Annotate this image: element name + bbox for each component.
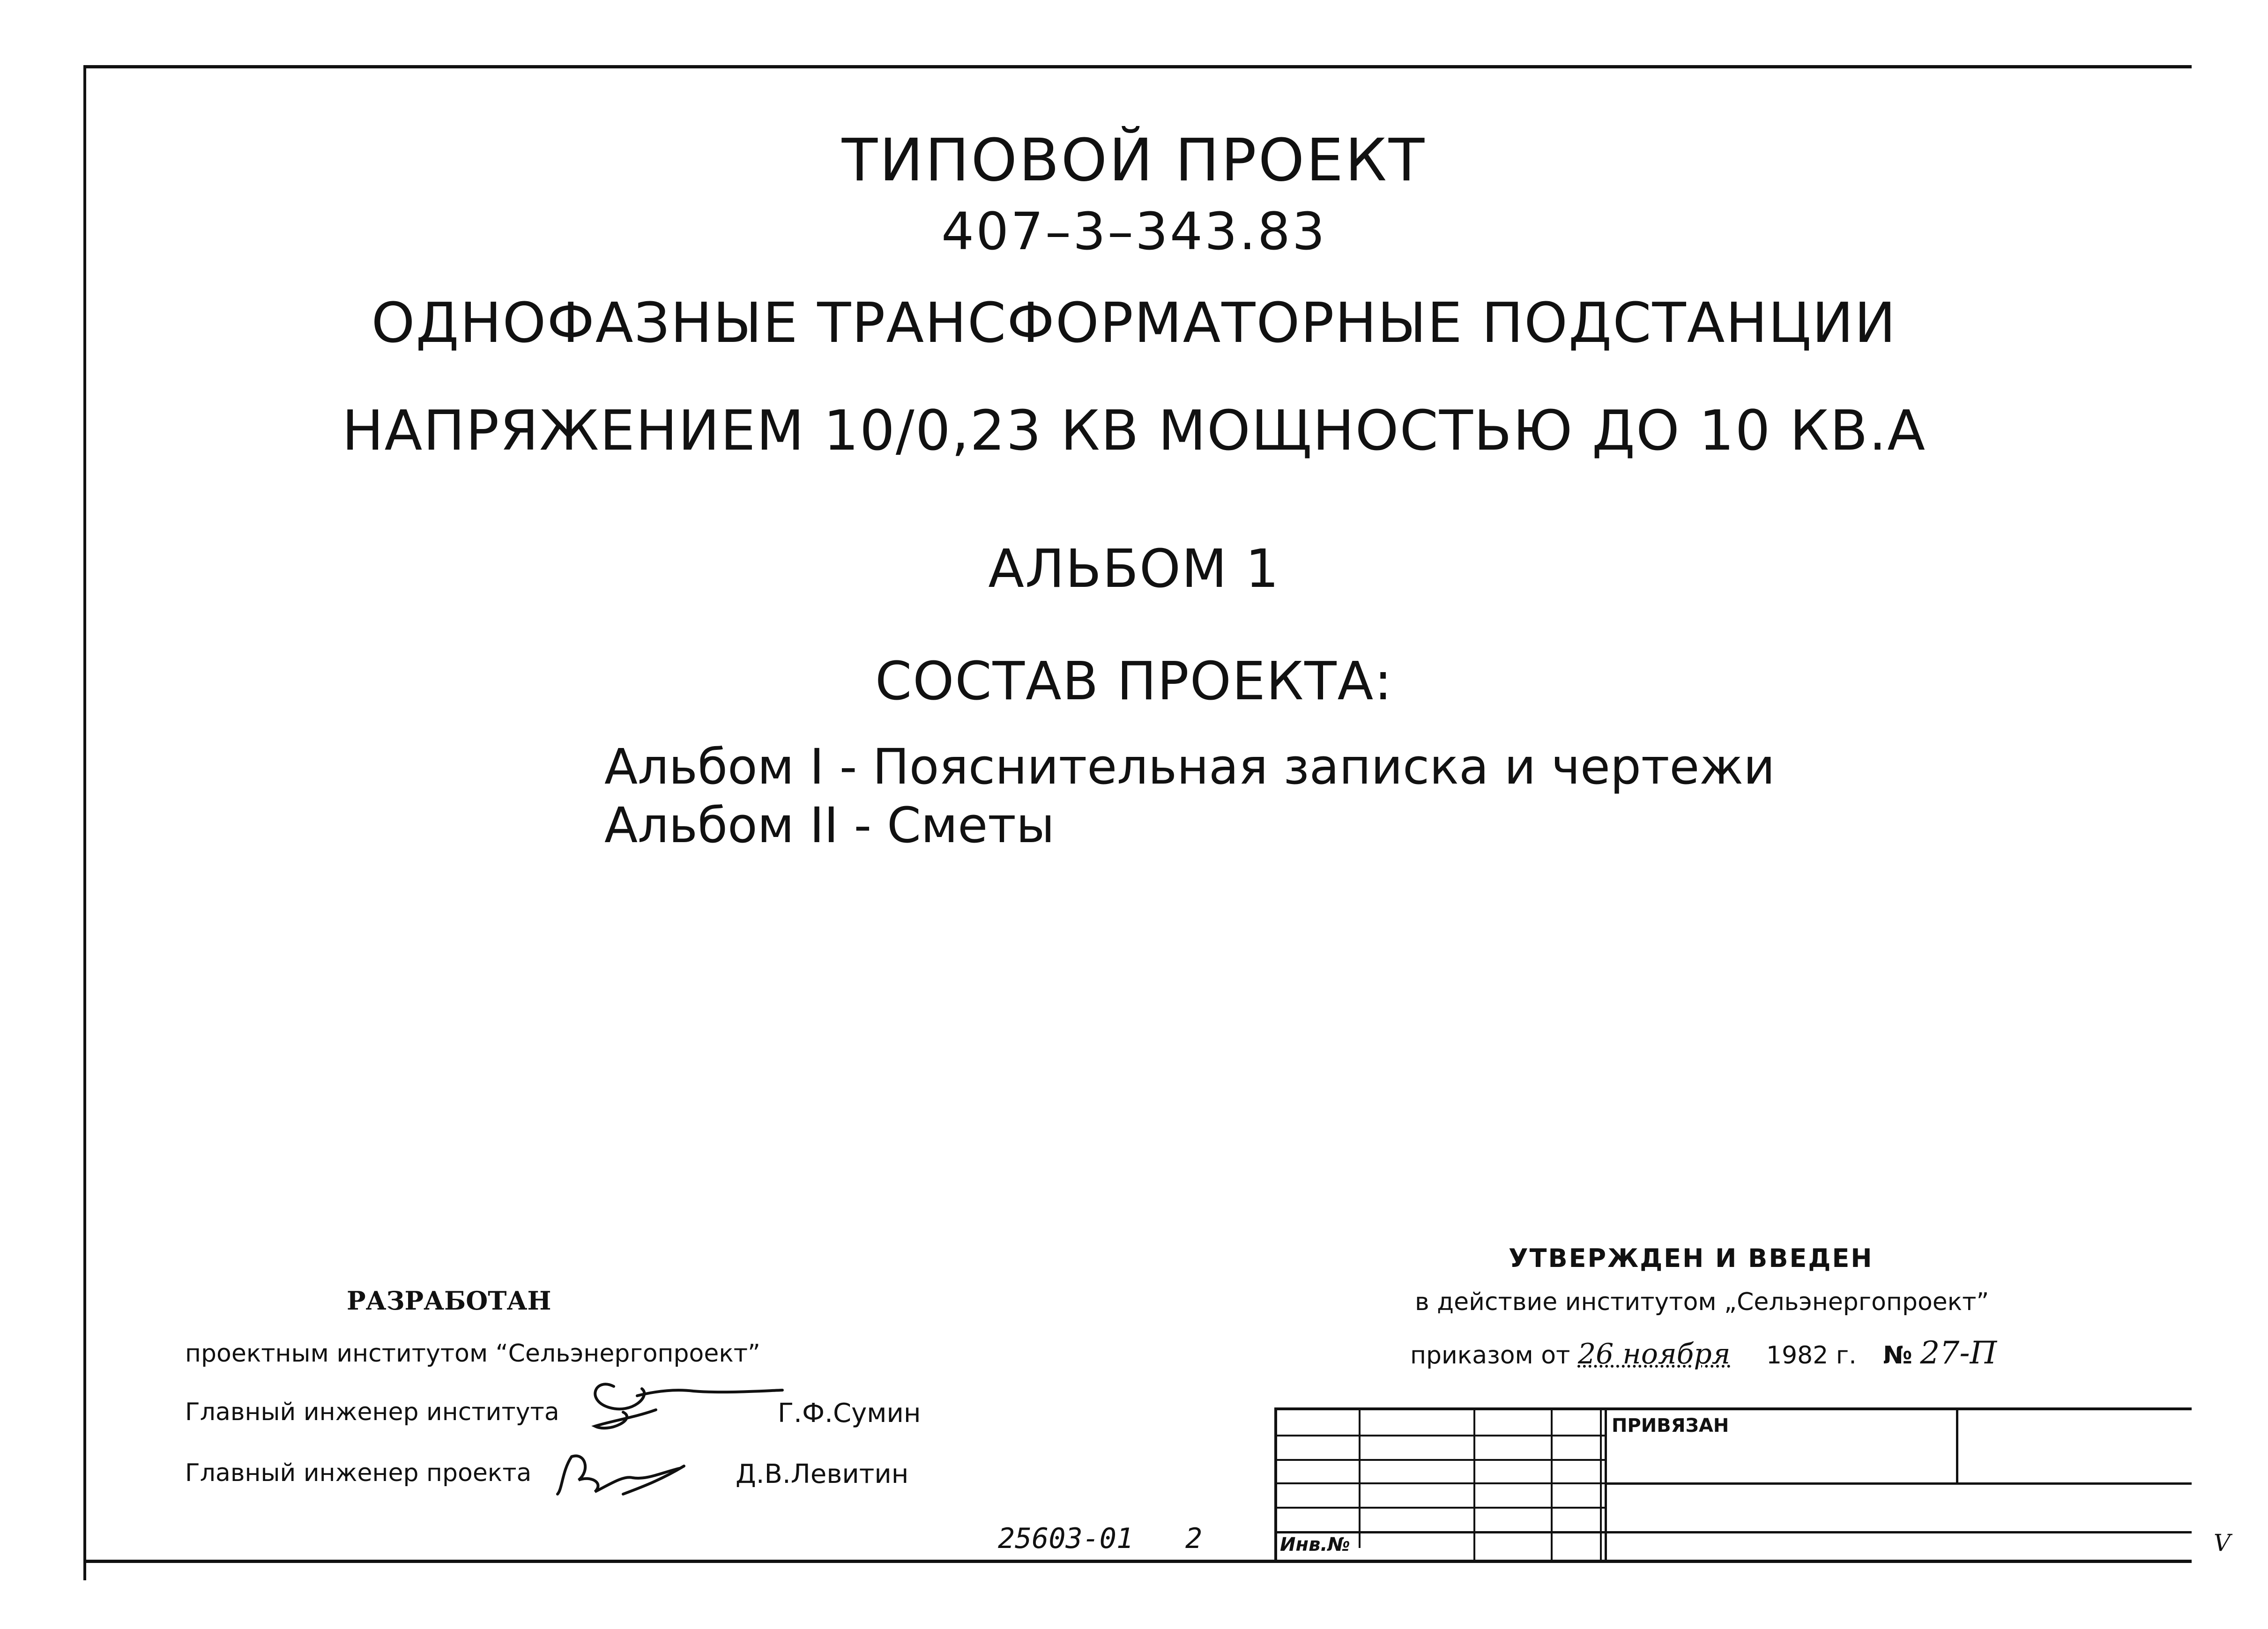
sheet-number: 2 <box>1185 1522 1203 1555</box>
project-number: 407–3–343.83 <box>941 201 1327 261</box>
margin-mark: V <box>2214 1529 2231 1556</box>
order-prefix: приказом от <box>1410 1341 1570 1370</box>
album-list-item: Альбом I - Пояснительная записка и чертежи <box>604 738 1775 795</box>
frame-bottom-line <box>83 1560 2192 1563</box>
document-number: 25603-01 <box>998 1522 1133 1555</box>
developed-institute: проектным институтом “Сельэнергопроект” <box>185 1340 760 1368</box>
chief-engineer-project-name: Д.В.Левитин <box>736 1459 909 1489</box>
approved-title: УТВЕРЖДЕН И ВВЕДЕН <box>1509 1244 1874 1273</box>
project-type-heading: ТИПОВОЙ ПРОЕКТ <box>841 126 1427 194</box>
chief-engineer-project-label: Главный инженер проекта <box>185 1459 532 1487</box>
title-block <box>1274 1407 2192 1560</box>
composition-heading: СОСТАВ ПРОЕКТА: <box>875 651 1393 712</box>
approved-line: в действие институтом „Сельэнергопроект” <box>1415 1288 1989 1316</box>
developed-title: РАЗРАБОТАН <box>347 1286 551 1316</box>
order-year: 1982 г. <box>1766 1341 1857 1370</box>
project-title-line-2: НАПРЯЖЕНИЕМ 10/0,23 КВ МОЩНОСТЬЮ ДО 10 КВ.А <box>342 398 1926 463</box>
order-number: 27-П <box>1920 1335 1997 1371</box>
chief-engineer-institute-label: Главный инженер института <box>185 1398 559 1426</box>
album-list <box>604 738 1775 855</box>
signature-levitin <box>553 1447 693 1503</box>
approved-order <box>1410 1335 1997 1371</box>
album-heading: АЛЬБОМ 1 <box>988 539 1280 600</box>
inventory-number-label: Инв.№ <box>1280 1534 1350 1555</box>
project-title-line-1: ОДНОФАЗНЫЕ ТРАНСФОРМАТОРНЫЕ ПОДСТАНЦИИ <box>371 290 1897 355</box>
frame-top-line <box>83 65 2192 68</box>
order-date: 26 ноября <box>1577 1338 1731 1370</box>
signature-sumin <box>581 1368 787 1438</box>
album-list-item: Альбом II - Сметы <box>604 797 1055 854</box>
privyazan-label: ПРИВЯЗАН <box>1612 1415 1729 1436</box>
order-number-label: № <box>1883 1341 1912 1370</box>
chief-engineer-institute-name: Г.Ф.Сумин <box>778 1398 921 1429</box>
